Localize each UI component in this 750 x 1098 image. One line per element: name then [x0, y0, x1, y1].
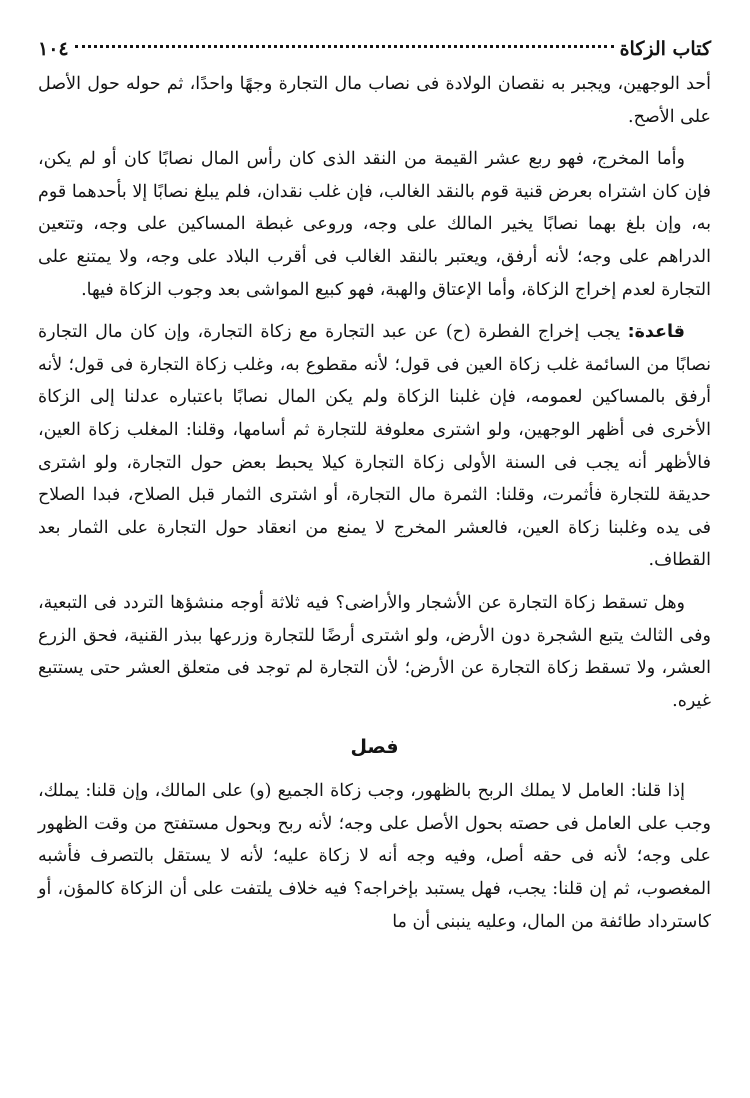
paragraph-worker-profit [38, 775, 711, 938]
paragraph-output [38, 143, 711, 306]
paragraph-continuation [38, 68, 711, 133]
paragraph-rule [38, 316, 711, 577]
rule-label: قاعدة: [627, 322, 685, 343]
chapter-title: كتاب الزكاة [619, 38, 711, 60]
paragraph-text: وهل تسقط زكاة التجارة عن الأشجار والأراضى؟ فيه ثلاثة أوجه منشؤها التردد فى التبعية، وفى الثالث يتبع الشجرة دون الأرض، ولو اشترى أرضًا للتجارة وزرعها ببذر القنية، فحق الزرع العشر، ولا تسقط زكاة التجارة عن الأرض؛ لأن التجارة لم توجد فى متعلق العشر حتى يستتبع غيره. [38, 592, 712, 711]
paragraph-text: وأما المخرج، فهو ربع عشر القيمة من النقد الذى كان رأس المال نصابًا كان أو لم يكن، فإن كان اشتراه بعرض قنية قوم بالنقد الغالب، فإن غلب نقدان، فلم يبلغ نصابًا إلا بأحدهما قوم به، وإن بلغ بهما نصابًا يخير المالك على وجه، وروعى غبطة المساكين على وجه، وتتعين الدراهم على وجه؛ لأنه أرفق، ويعتبر بالنقد الغالب فى أقرب البلاد على وجه، ولا يمتنع على التجارة لعدم إخراج الزكاة، وأما الإعتاق والهبة، فهو كبيع المواشى بعد وجوب الزكاة فيها. [38, 149, 711, 300]
paragraph-text: أحد الوجهين، ويجبر به نقصان الولادة فى نصاب مال التجارة وجهًا واحدًا، ثم حوله حول الأصل على الأصح. [38, 74, 711, 127]
section-heading: فصل [350, 736, 399, 759]
paragraph-text: إذا قلنا: العامل لا يملك الربح بالظهور، وجب زكاة الجميع (و) على المالك، وإن قلنا: يملك، وجب على العامل فى حصته بحول الأصل على وجه؛ لأنه ربح وبحول مستفتح من وقت الظهور على وجه؛ لأنه فى حقه أصل، وفيه وجه أنه لا زكاة عليه؛ لأنه لا يستقل بالتصرف فأشبه المغصوب، ثم إن قلنا: يجب، فهل يستبد بإخراجه؟ فيه خلاف يلتفت على أن الزكاة كالمؤن، أو كاسترداد طائفة من المال، وعليه ينبنى أن ما [38, 781, 711, 932]
dotted-leader [75, 45, 614, 48]
paragraph-trees-lands [38, 587, 711, 717]
running-header [38, 34, 711, 64]
page-body [38, 68, 711, 938]
page-number: ١٠٤ [38, 38, 69, 60]
paragraph-text: يجب إخراج الفطرة (ح) عن عبد التجارة مع زكاة التجارة، وإن كان مال التجارة نصابًا من السائمة غلب زكاة العين فى قول؛ لأنه مقطوع به، وغلب زكاة التجارة فى قول؛ لأنه أرفق بالمساكين لعمومه، فإن غلبنا الزكاة ولم يكن المال نصابًا باعتباره عدلنا إلى الزكاة الأخرى فى أظهر الوجهين، ولو اشترى معلوفة للتجارة ثم أسامها، وقلنا: المغلب زكاة العين، فالأظهر أنه يجب فى السنة الأولى زكاة التجارة كيلا يحبط بعض حول التجارة، ولو اشترى حديقة للتجارة فأثمرت، وقلنا: الثمرة مال التجارة، أو اشترى الثمار قبل الصلاح، فبدا الصلاح فى يده وغلبنا زكاة العين، فالعشر المخرج لا يمنع من انعقاد حول التجارة على الثمار بعد القطاف. [38, 322, 711, 571]
